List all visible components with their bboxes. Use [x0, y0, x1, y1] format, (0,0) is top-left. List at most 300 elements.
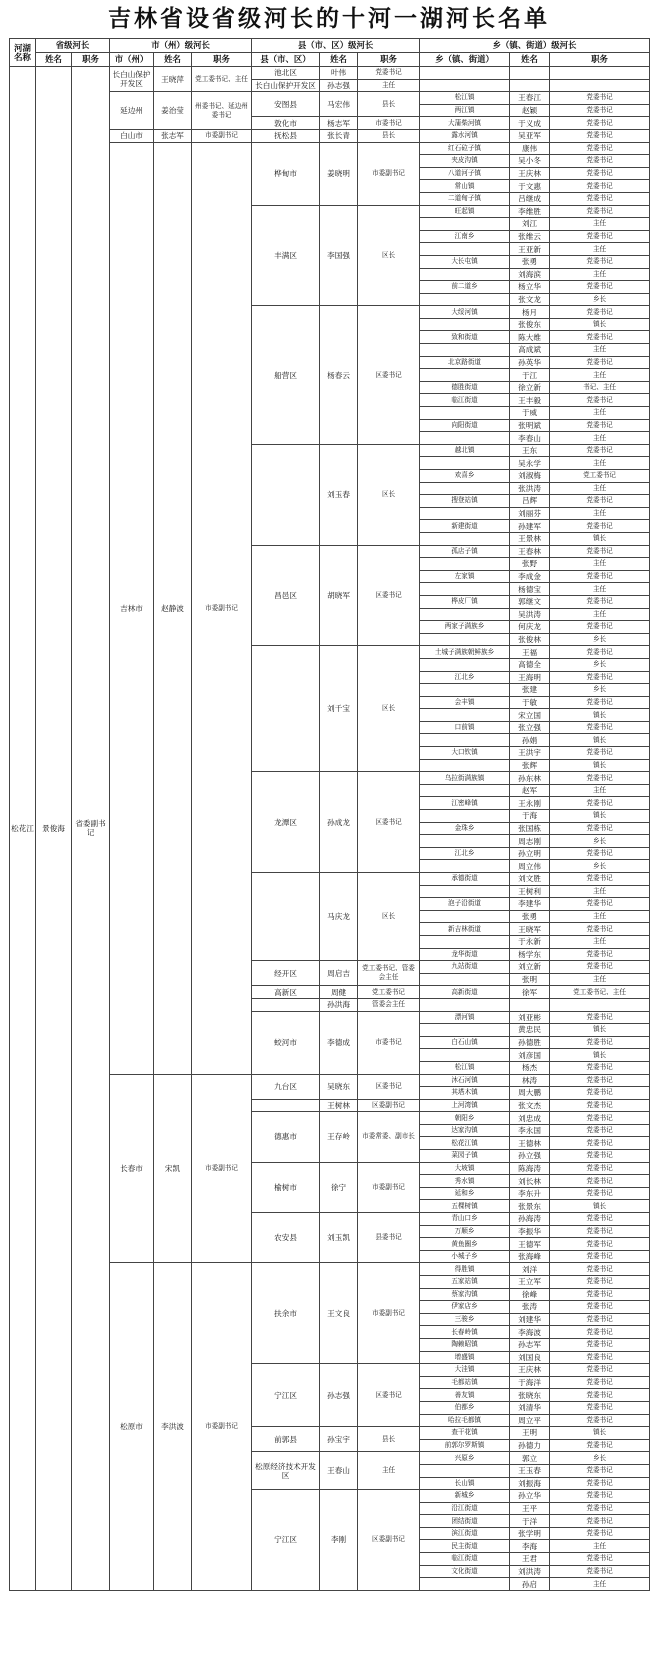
town-chief: 王福 — [510, 646, 550, 659]
town-chief: 王玉春 — [510, 1464, 550, 1477]
town-post: 主任 — [550, 218, 650, 231]
town-chief: 于江 — [510, 369, 550, 382]
town-chief: 张俊东 — [510, 318, 550, 331]
town-name: 土城子满族朝鲜族乡 — [420, 646, 510, 659]
county-post: 县长 — [358, 129, 420, 142]
town-post: 党委书记 — [550, 646, 650, 659]
county-post: 区长 — [358, 444, 420, 545]
county-post: 市委副书记 — [358, 142, 420, 205]
town-name — [420, 558, 510, 571]
town-chief: 孙英华 — [510, 356, 550, 369]
town-post: 党委书记 — [550, 1439, 650, 1452]
town-name: 陶赖昭镇 — [420, 1338, 510, 1351]
town-chief: 刘淑梅 — [510, 470, 550, 483]
town-name: 常山镇 — [420, 180, 510, 193]
town-post: 党委书记 — [550, 1301, 650, 1314]
town-name: 会丰镇 — [420, 696, 510, 709]
town-name: 万顺乡 — [420, 1225, 510, 1238]
town-name — [420, 218, 510, 231]
county-chief: 叶伟 — [320, 67, 358, 80]
town-name: 毛都站镇 — [420, 1376, 510, 1389]
county-name: 池北区 — [252, 67, 320, 80]
town-chief: 刘洋 — [510, 1263, 550, 1276]
town-chief: 孙志军 — [510, 1338, 550, 1351]
town-name: 江南乡 — [420, 230, 510, 243]
town-post: 主任 — [550, 369, 650, 382]
county-post: 区委书记 — [358, 306, 420, 445]
county-chief: 王春山 — [320, 1452, 358, 1490]
town-post: 主任 — [550, 268, 650, 281]
town-name: 文化街道 — [420, 1565, 510, 1578]
town-chief: 杨月 — [510, 306, 550, 319]
town-post: 乡长 — [550, 293, 650, 306]
header-county: 县（市、区）级河长 — [252, 39, 420, 53]
town-chief: 赵军 — [510, 784, 550, 797]
city-chief: 张志军 — [154, 129, 192, 142]
town-post: 党委书记 — [550, 356, 650, 369]
town-post: 党工委书记、主任 — [550, 986, 650, 999]
town-name: 高新街道 — [420, 986, 510, 999]
town-name: 承德街道 — [420, 873, 510, 886]
town-post: 党委书记 — [550, 747, 650, 760]
town-name — [420, 318, 510, 331]
town-name: 松江镇 — [420, 92, 510, 105]
county-chief: 周健 — [320, 986, 358, 999]
county-chief: 王树林 — [320, 1099, 358, 1112]
town-chief: 吴洪涛 — [510, 608, 550, 621]
town-name: 大口钦镇 — [420, 747, 510, 760]
town-name: 滨江街道 — [420, 1527, 510, 1540]
county-chief: 刘玉凯 — [320, 1213, 358, 1263]
town-name: 秀水镇 — [420, 1175, 510, 1188]
town-chief: 张景东 — [510, 1200, 550, 1213]
town-chief: 王丰毅 — [510, 394, 550, 407]
county-post: 市委常委、副市长 — [358, 1112, 420, 1162]
town-chief: 王树利 — [510, 885, 550, 898]
county-post: 党委书记 — [358, 67, 420, 80]
town-name — [420, 1464, 510, 1477]
town-chief: 刘长林 — [510, 1175, 550, 1188]
town-name: 新吉林街道 — [420, 923, 510, 936]
town-post: 镇长 — [550, 810, 650, 823]
town-name: 孤店子镇 — [420, 545, 510, 558]
town-chief: 于洋 — [510, 1515, 550, 1528]
city-chief: 宋凯 — [154, 1074, 192, 1263]
town-post: 党委书记 — [550, 495, 650, 508]
town-post: 党委书记 — [550, 1376, 650, 1389]
county-chief: 姜晓明 — [320, 142, 358, 205]
town-post: 镇长 — [550, 1427, 650, 1440]
county-name: 经开区 — [252, 961, 320, 986]
town-name: 五棵树镇 — [420, 1200, 510, 1213]
empty-cell — [550, 998, 650, 1011]
county-post: 市委副书记 — [358, 1162, 420, 1212]
town-name — [420, 243, 510, 256]
town-post: 党委书记 — [550, 671, 650, 684]
town-post: 党委书记 — [550, 772, 650, 785]
town-chief: 王庆林 — [510, 1364, 550, 1377]
town-post: 主任 — [550, 407, 650, 420]
town-post: 党委书记 — [550, 847, 650, 860]
town-name: 露水河镇 — [420, 129, 510, 142]
town-chief: 杨德宝 — [510, 583, 550, 596]
town-name: 上河湾镇 — [420, 1099, 510, 1112]
town-name: 江北乡 — [420, 847, 510, 860]
town-name: 朝阳乡 — [420, 1112, 510, 1125]
town-name: 口前镇 — [420, 721, 510, 734]
town-post: 党委书记 — [550, 331, 650, 344]
town-name: 泡子沿街道 — [420, 898, 510, 911]
town-name: 民主街道 — [420, 1540, 510, 1553]
town-chief: 康伟 — [510, 142, 550, 155]
town-name: 临江街道 — [420, 394, 510, 407]
county-name: 船营区 — [252, 306, 320, 445]
town-name: 大洼镇 — [420, 1364, 510, 1377]
county-chief: 刘玉春 — [320, 444, 358, 545]
county-name: 丰满区 — [252, 205, 320, 306]
town-post: 党委书记 — [550, 142, 650, 155]
county-name — [252, 1099, 320, 1112]
city-post: 市委副书记 — [192, 129, 252, 142]
county-chief: 李德成 — [320, 1011, 358, 1074]
county-post: 区长 — [358, 205, 420, 306]
town-chief: 李永国 — [510, 1124, 550, 1137]
county-chief: 孙洪海 — [320, 998, 358, 1011]
town-name: 前郭尔罗斯镇 — [420, 1439, 510, 1452]
town-post: 党委书记 — [550, 1414, 650, 1427]
county-post: 管委会主任 — [358, 998, 420, 1011]
county-name — [252, 873, 320, 961]
town-post: 党委书记 — [550, 1464, 650, 1477]
town-name: 得胜镇 — [420, 1263, 510, 1276]
city-post: 州委书记、延边州委书记 — [192, 92, 252, 130]
town-chief: 李建华 — [510, 898, 550, 911]
town-name — [420, 507, 510, 520]
town-chief: 孙启 — [510, 1578, 550, 1591]
town-name: 欢喜乡 — [420, 470, 510, 483]
town-post: 党委书记 — [550, 1011, 650, 1024]
town-name — [420, 810, 510, 823]
town-name — [420, 407, 510, 420]
county-chief: 马宏伟 — [320, 92, 358, 117]
town-chief: 刘海滨 — [510, 268, 550, 281]
town-name: 新建街道 — [420, 520, 510, 533]
table-row — [10, 67, 650, 80]
town-chief: 刘洪涛 — [510, 1565, 550, 1578]
town-post: 党委书记 — [550, 1276, 650, 1289]
town-post: 书记、主任 — [550, 381, 650, 394]
county-name: 抚松县 — [252, 129, 320, 142]
county-post: 党工委书记、管委会主任 — [358, 961, 420, 986]
prov-chief-name: 景俊海 — [36, 67, 72, 1591]
header-town: 乡（镇、街道）级河长 — [420, 39, 650, 53]
town-post: 党委书记 — [550, 1087, 650, 1100]
town-post: 党委书记 — [550, 192, 650, 205]
city-post: 市委副书记 — [192, 1074, 252, 1263]
town-post: 党委书记 — [550, 696, 650, 709]
town-chief: 孙建军 — [510, 520, 550, 533]
prov-chief-post: 省委副书记 — [72, 67, 110, 1591]
county-chief: 李刚 — [320, 1490, 358, 1591]
town-post: 主任 — [550, 432, 650, 445]
county-post: 区长 — [358, 873, 420, 961]
town-chief: 刘国良 — [510, 1351, 550, 1364]
county-post: 区委书记 — [358, 772, 420, 873]
town-chief: 张文杰 — [510, 1099, 550, 1112]
town-name — [420, 784, 510, 797]
town-post: 乡长 — [550, 684, 650, 697]
town-name: 越北镇 — [420, 444, 510, 457]
town-name: 增盛镇 — [420, 1351, 510, 1364]
town-chief: 李海波 — [510, 1326, 550, 1339]
town-name — [420, 344, 510, 357]
town-chief: 吴永学 — [510, 457, 550, 470]
county-chief: 张长青 — [320, 129, 358, 142]
town-name — [420, 633, 510, 646]
county-post: 县长 — [358, 92, 420, 117]
town-post: 党委书记 — [550, 1326, 650, 1339]
town-post: 乡长 — [550, 860, 650, 873]
town-chief: 王永刚 — [510, 797, 550, 810]
town-chief: 张学明 — [510, 1527, 550, 1540]
city-name: 吉林市 — [110, 142, 154, 1074]
town-chief: 高成斌 — [510, 344, 550, 357]
town-name — [420, 658, 510, 671]
town-chief: 王洪宇 — [510, 747, 550, 760]
town-post: 党委书记 — [550, 1213, 650, 1226]
town-post: 党委书记 — [550, 1124, 650, 1137]
town-post: 党委书记 — [550, 1036, 650, 1049]
county-name: 德惠市 — [252, 1112, 320, 1162]
city-name: 松原市 — [110, 1263, 154, 1590]
county-name: 宁江区 — [252, 1490, 320, 1591]
town-name: 沿江街道 — [420, 1502, 510, 1515]
city-chief: 李洪波 — [154, 1263, 192, 1590]
town-name — [420, 532, 510, 545]
empty-cell — [420, 998, 510, 1011]
town-post: 党委书记 — [550, 570, 650, 583]
town-name: 漂河镇 — [420, 1011, 510, 1024]
town-name: 长春岭镇 — [420, 1326, 510, 1339]
town-chief: 王君 — [510, 1553, 550, 1566]
town-post: 党委书记 — [550, 1225, 650, 1238]
town-post: 党委书记 — [550, 117, 650, 130]
town-post: 主任 — [550, 608, 650, 621]
town-chief: 刘江 — [510, 218, 550, 231]
town-chief: 刘彦国 — [510, 1049, 550, 1062]
town-post: 镇长 — [550, 1049, 650, 1062]
town-name — [420, 860, 510, 873]
county-post: 区委副书记 — [358, 1490, 420, 1591]
river-chief-table — [9, 38, 650, 1591]
county-chief: 李国强 — [320, 205, 358, 306]
town-chief: 王立军 — [510, 1276, 550, 1289]
town-chief: 王春林 — [510, 545, 550, 558]
town-post: 党委书记 — [550, 520, 650, 533]
town-name: 善友镇 — [420, 1389, 510, 1402]
town-chief: 王德林 — [510, 1137, 550, 1150]
county-chief: 孙志强 — [320, 1364, 358, 1427]
town-chief: 李振华 — [510, 1225, 550, 1238]
town-name: 大绥河镇 — [420, 306, 510, 319]
town-post: 党委书记 — [550, 1338, 650, 1351]
town-post: 党委书记 — [550, 1502, 650, 1515]
town-chief: 徐立新 — [510, 381, 550, 394]
town-post: 主任 — [550, 507, 650, 520]
town-chief: 张文龙 — [510, 293, 550, 306]
town-chief: 于义成 — [510, 117, 550, 130]
header-post: 职务 — [192, 53, 252, 67]
town-post: 党委书记 — [550, 1099, 650, 1112]
county-post: 市委书记 — [358, 1011, 420, 1074]
town-chief: 孙东林 — [510, 772, 550, 785]
town-post: 党委书记 — [550, 1150, 650, 1163]
town-name: 北京路街道 — [420, 356, 510, 369]
town-post: 党委书记 — [550, 948, 650, 961]
town-post: 党委书记 — [550, 1364, 650, 1377]
town-chief: 刘立新 — [510, 961, 550, 974]
town-name — [420, 935, 510, 948]
town-post: 主任 — [550, 935, 650, 948]
town-name: 江密峰镇 — [420, 797, 510, 810]
empty-cell — [510, 998, 550, 1011]
town-post: 党委书记 — [550, 1112, 650, 1125]
town-name: 八道河子镇 — [420, 167, 510, 180]
town-chief: 吕继成 — [510, 192, 550, 205]
county-name: 安图县 — [252, 92, 320, 117]
county-post: 主任 — [358, 1452, 420, 1490]
town-chief: 张洪涛 — [510, 482, 550, 495]
town-chief: 李东升 — [510, 1187, 550, 1200]
county-post: 区委副书记 — [358, 1099, 420, 1112]
town-name: 龙华街道 — [420, 948, 510, 961]
town-post: 党委书记 — [550, 898, 650, 911]
county-name: 蛟河市 — [252, 1011, 320, 1074]
county-post: 县长 — [358, 1427, 420, 1452]
town-chief: 孙德胜 — [510, 1036, 550, 1049]
county-name: 敦化市 — [252, 117, 320, 130]
town-post: 党委书记 — [550, 1389, 650, 1402]
town-name: 长山镇 — [420, 1477, 510, 1490]
town-post: 主任 — [550, 583, 650, 596]
town-name: 二道甸子镇 — [420, 192, 510, 205]
county-chief: 王文良 — [320, 1263, 358, 1364]
town-post: 党委书记 — [550, 1527, 650, 1540]
county-post: 区委书记 — [358, 545, 420, 646]
header-town-name: 乡（镇、街道） — [420, 53, 510, 67]
town-post: 主任 — [550, 482, 650, 495]
town-chief: 张明 — [510, 973, 550, 986]
county-name: 农安县 — [252, 1213, 320, 1263]
town-post: 党委书记 — [550, 205, 650, 218]
county-chief: 胡晓军 — [320, 545, 358, 646]
town-post: 党委书记 — [550, 1401, 650, 1414]
town-chief: 张野 — [510, 558, 550, 571]
town-post — [550, 79, 650, 92]
town-name — [420, 1049, 510, 1062]
header-river: 河湖名称 — [10, 39, 36, 67]
town-name: 桦皮厂镇 — [420, 595, 510, 608]
town-chief: 杨杰 — [510, 1061, 550, 1074]
town-post: 党委书记 — [550, 1515, 650, 1528]
town-post: 党委书记 — [550, 167, 650, 180]
town-name: 德胜街道 — [420, 381, 510, 394]
town-post: 党委书记 — [550, 281, 650, 294]
town-post: 党委书记 — [550, 180, 650, 193]
town-chief: 张涛 — [510, 1301, 550, 1314]
town-post: 主任 — [550, 344, 650, 357]
town-post: 党委书记 — [550, 306, 650, 319]
town-name: 大蒲柴河镇 — [420, 117, 510, 130]
header-name: 姓名 — [320, 53, 358, 67]
town-chief: 何庆龙 — [510, 621, 550, 634]
town-post: 主任 — [550, 558, 650, 571]
town-chief: 孙立华 — [510, 1490, 550, 1503]
town-name: 金珠乡 — [420, 822, 510, 835]
town-post: 党委书记 — [550, 1137, 650, 1150]
town-post: 主任 — [550, 1578, 650, 1591]
town-name — [420, 835, 510, 848]
town-post: 党委书记 — [550, 595, 650, 608]
city-post: 市委副书记 — [192, 142, 252, 1074]
town-name: 伯都乡 — [420, 1401, 510, 1414]
town-chief: 李海 — [510, 1540, 550, 1553]
town-post: 党委书记 — [550, 545, 650, 558]
town-chief: 周立伟 — [510, 860, 550, 873]
town-post: 党委书记 — [550, 1553, 650, 1566]
town-chief: 黄忠民 — [510, 1024, 550, 1037]
town-chief: 周大鹏 — [510, 1087, 550, 1100]
town-chief: 于海洋 — [510, 1376, 550, 1389]
county-chief: 王存岭 — [320, 1112, 358, 1162]
town-chief: 刘丽芬 — [510, 507, 550, 520]
county-chief: 杨春云 — [320, 306, 358, 445]
town-post: 主任 — [550, 457, 650, 470]
header-name: 姓名 — [510, 53, 550, 67]
town-name: 前二道乡 — [420, 281, 510, 294]
town-name: 两家子满族乡 — [420, 621, 510, 634]
town-chief: 孙海涛 — [510, 1213, 550, 1226]
town-chief: 张立强 — [510, 721, 550, 734]
town-chief: 陈海涛 — [510, 1162, 550, 1175]
town-post: 党委书记 — [550, 923, 650, 936]
county-chief: 吴晓东 — [320, 1074, 358, 1099]
town-chief: 王平 — [510, 1502, 550, 1515]
county-post: 党工委书记 — [358, 986, 420, 999]
town-name — [420, 268, 510, 281]
town-name: 夹皮沟镇 — [420, 155, 510, 168]
town-name — [420, 734, 510, 747]
town-name: 其塔木镇 — [420, 1087, 510, 1100]
town-chief: 李春山 — [510, 432, 550, 445]
county-chief: 孙宝宇 — [320, 1427, 358, 1452]
town-post: 党委书记 — [550, 1175, 650, 1188]
county-name — [252, 646, 320, 772]
header-city: 市（州）级河长 — [110, 39, 252, 53]
header-name: 姓名 — [36, 53, 72, 67]
city-post: 党工委书记、主任 — [192, 67, 252, 92]
town-chief: 徐军 — [510, 986, 550, 999]
town-chief: 郭继文 — [510, 595, 550, 608]
header-name: 姓名 — [154, 53, 192, 67]
town-name: 小城子乡 — [420, 1250, 510, 1263]
town-chief: 张辉 — [510, 759, 550, 772]
county-name: 松原经济技术开发区 — [252, 1452, 320, 1490]
town-post: 镇长 — [550, 1200, 650, 1213]
city-name: 白山市 — [110, 129, 154, 142]
town-chief: 王景林 — [510, 532, 550, 545]
town-chief: 于永新 — [510, 935, 550, 948]
